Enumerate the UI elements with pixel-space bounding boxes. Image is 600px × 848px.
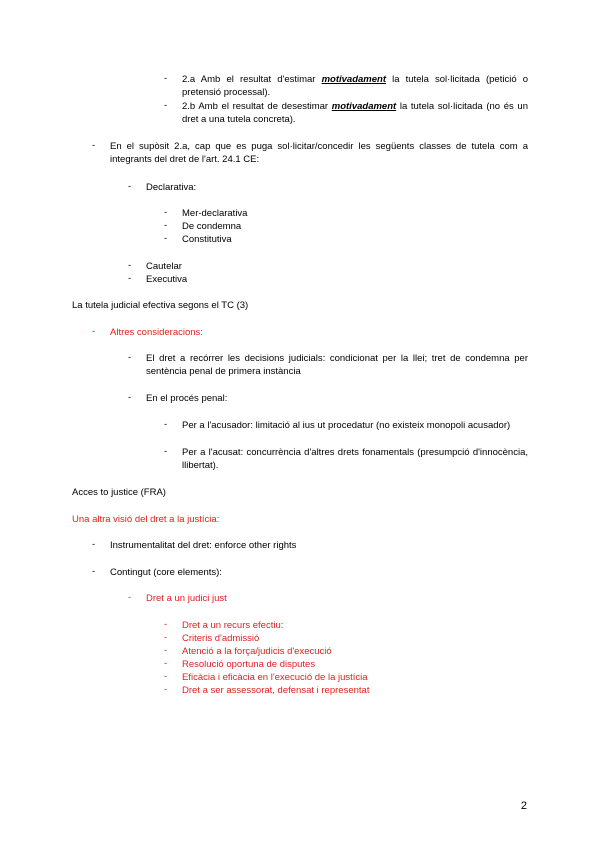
list-dash: - — [128, 352, 132, 363]
list-dash: - — [164, 207, 168, 218]
item-2a-emphasis: motivadament — [321, 74, 386, 85]
acusador-paragraph: Per a l'acusador: limitació al ius ut procedatur (no existeix monopoli acusador) — [182, 420, 511, 431]
list-dash: - — [164, 658, 168, 669]
contingut-item: Contingut (core elements): — [110, 567, 222, 578]
list-dash: - — [164, 446, 168, 457]
proces-penal-label: En el procés penal: — [146, 393, 228, 404]
heading-altra-visio: Una altra visió del dret a la justícia: — [72, 514, 220, 525]
acusat-paragraph: Per a l'acusat: concurrència d'altres drets fonamentals (presumpció d'innocència, llibertat). — [182, 447, 528, 471]
declarativa-item: Mer-declarativa — [182, 208, 248, 219]
judici-sub-item: Dret a un recurs efectiu: — [182, 620, 284, 631]
declarativa-item: De condemna — [182, 221, 242, 232]
list-dash: - — [164, 645, 168, 656]
list-dash: - — [92, 140, 96, 151]
list-dash: - — [164, 671, 168, 682]
list-dash: - — [128, 260, 132, 271]
judici-just-item: Dret a un judici just — [146, 593, 227, 604]
heading-tutela-tc3: La tutela judicial efectiva segons el TC (3) — [72, 300, 249, 311]
executiva-label: Executiva — [146, 274, 188, 285]
list-dash: - — [164, 220, 168, 231]
list-dash: - — [164, 619, 168, 630]
judici-sub-item: Dret a ser assessorat, defensat i representat — [182, 685, 370, 696]
declarativa-item: Constitutiva — [182, 234, 232, 245]
judici-sub-item: Criteris d'admissió — [182, 633, 260, 644]
item-2b-suffix: la tutela sol·licitada (no és un dret a una tutela concreta). — [182, 101, 528, 125]
list-dash: - — [164, 632, 168, 643]
altres-consideracions: Altres consideracions: — [110, 327, 203, 338]
list-dash: - — [128, 592, 132, 603]
instrumentalitat-item: Instrumentalitat del dret: enforce other rights — [110, 540, 297, 551]
item-2b-emphasis: motivadament — [331, 101, 397, 112]
list-dash: - — [128, 392, 132, 403]
list-dash: - — [92, 566, 96, 577]
list-dash: - — [164, 73, 168, 84]
item-2a-prefix: 2.a Amb el resultat d'estimar — [182, 74, 322, 85]
list-dash: - — [92, 539, 96, 550]
item-2b-prefix: 2.b Amb el resultat de desestimar — [182, 101, 332, 112]
judici-sub-item: Eficàcia i eficàcia en l'execució de la justícia — [182, 672, 368, 683]
item-2a-suffix: la tutela sol·licitada (petició o pretensió processal). — [182, 74, 529, 98]
page-number: 2 — [520, 800, 527, 812]
judici-sub-item: Atenció a la força/judicis d'execució — [182, 646, 332, 657]
declarativa-label: Declarativa: — [146, 182, 197, 193]
item-2a — [182, 73, 528, 99]
item-2b — [182, 100, 528, 126]
list-dash: - — [128, 273, 132, 284]
list-dash: - — [164, 100, 168, 111]
dret-recorrer-paragraph: El dret a recórrer les decisions judicials: condicionat per la llei; tret de condemna per sentència penal de primera instància — [146, 353, 528, 377]
heading-acces-justice: Acces to justice (FRA) — [72, 487, 166, 498]
list-dash: - — [164, 419, 168, 430]
list-dash: - — [128, 181, 132, 192]
cautelar-label: Cautelar — [146, 261, 182, 272]
list-dash: - — [92, 326, 96, 337]
suposit-paragraph: En el supòsit 2.a, cap que es puga sol·licitar/concedir les següents classes de tutela com a integrants del dret de l'art. 24.1 CE: — [110, 141, 528, 165]
judici-sub-item: Resolució oportuna de disputes — [182, 659, 316, 670]
list-dash: - — [164, 684, 168, 695]
list-dash: - — [164, 233, 168, 244]
